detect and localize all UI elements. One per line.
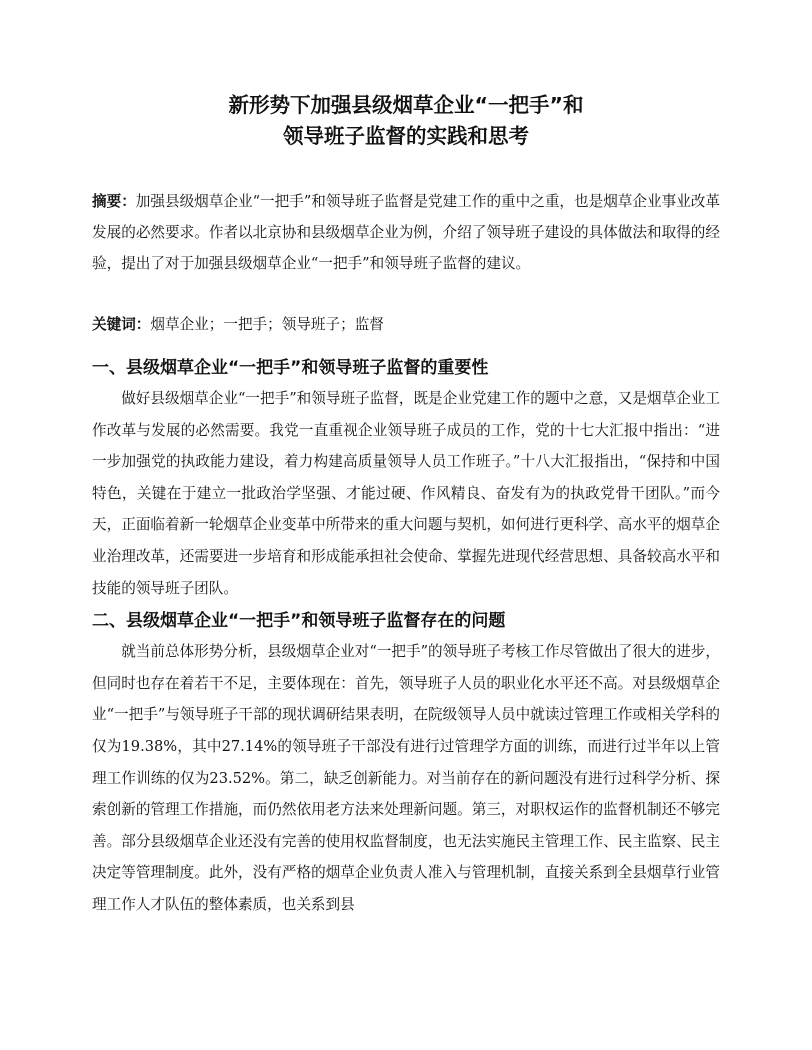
document-page	[92, 90, 720, 921]
abstract-label: 摘要：	[92, 193, 136, 210]
section-heading-2: 二、县级烟草企业“一把手”和领导班子监督存在的问题	[92, 611, 506, 632]
keywords-label: 关键词：	[92, 316, 151, 333]
section-heading-1: 一、县级烟草企业“一把手”和领导班子监督的重要性	[92, 358, 489, 378]
abstract	[92, 186, 720, 279]
section-paragraph-2: 就当前总体形势分析，县级烟草企业对“一把手”的领导班子考核工作尽管做出了很大的进步，但同时也存在着若干不足，主要体现在：首先，领导班子人员的职业化水平还不高。对县级烟草企业“一把手”与领导班子干部的现状调研结果表明，在院级领导人员中就读过管理工作或相关学科的仅为19.38%，其中27.14%的领导班子干部没有进行过管理学方面的训练，而进行过半年以上管理工作训练的仅为23.52%。第二，缺乏创新能力。对当前存在的新问题没有进行过科学分析、探索创新的管理工作措施，而仍然依用老方法来处理新问题。第三，对职权运作的监督机制还不够完善。部分县级烟草企业还没有完善的使用权监督制度，也无法实施民主管理工作、民主监察、民主决定等管理制度。此外，没有严格的烟草企业负责人准入与管理机制，直接关系到全县烟草行业管理工作人才队伍的整体素质，也关系到县	[92, 643, 720, 913]
keywords	[92, 309, 720, 340]
title-line-1: 新形势下加强县级烟草企业“一把手”和	[228, 93, 584, 117]
section-paragraph-1: 做好县级烟草企业“一把手”和领导班子监督，既是企业党建工作的题中之意，又是烟草企业工作改革与发展的必然需要。我党一直重视企业领导班子成员的工作，党的十七大汇报中指出：“进一步加强党的执政能力建设，着力构建高质量领导人员工作班子。”十八大汇报指出，“保持和中国特色，关键在于建立一批政治学坚强、才能过硬、作风精良、奋发有为的执政党骨干团队。”而今天，正面临着新一轮烟草企业变革中所带来的重大问题与契机，如何进行更科学、高水平的烟草企业治理改革，还需要进一步培育和形成能承担社会使命、掌握先进现代经营思想、具备较高水平和技能的领导班子团队。	[92, 390, 720, 597]
keywords-text: 烟草企业；一把手；领导班子；监督	[150, 316, 384, 333]
paper-title	[92, 90, 720, 152]
title-line-2: 领导班子监督的实践和思考	[283, 124, 529, 148]
abstract-text: 加强县级烟草企业“一把手”和领导班子监督是党建工作的重中之重，也是烟草企业事业改革发展的必然要求。作者以北京协和县级烟草企业为例，介绍了领导班子建设的具体做法和取得的经验，提出了对于加强县级烟草企业“一把手”和领导班子监督的建议。	[92, 193, 720, 272]
